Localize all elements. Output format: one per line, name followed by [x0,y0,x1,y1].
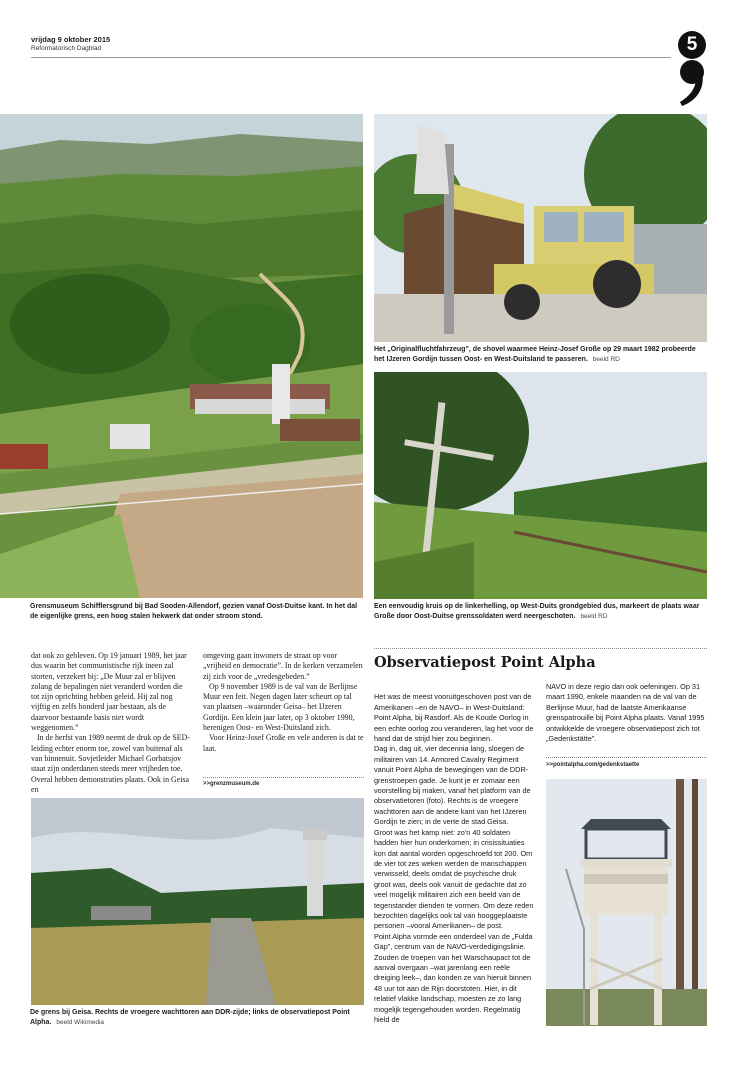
sidebar-link-divider [546,757,707,758]
comma-logo-icon [676,60,708,108]
cross-caption-text: Een eenvoudig kruis op de linkerhelling, op West-Duits grondgebied dus, markeert de plaats waar Große door Oost-Duitse grenssoldaten werd neergeschoten. [374,603,700,620]
article-paragraph: dat ook zo gebleven. Op 19 januari 1989, het jaar dus waarin het communistische rijk ineen zal storten, verzekert bij: „De Muur zal er blijven zolang de bepalingen niet veranderd worden die tot zijn oprichting hebben geleid. Hij zal nog vijftig en zelfs honderd jaar bestaan, als de daarvoor bestaande basis niet wordt weggenomen.” [31,651,187,733]
shovel-photo [374,114,707,342]
sidebar-column-1 [374,682,535,1036]
article-paragraph: Op 9 november 1989 is de val van de Berlijnse Muur een feit. Negen dagen later scheurt op tal van plaatsen –waaronder Geisa– het IJzeren Gordijn. Een klein jaar later, op 3 oktober 1990, herenigen Oost- en West-Duitsland zich. [203,681,358,733]
sidebar-text: Het was de meest vooruitgeschoven post van de Amerikanen –en de NAVO– in West-Duitsland: Point Alpha, bij Rasdorf. Als de Koude Oorlog in een echte oorlog zou veranderen, lag het voor de hand dat de strijd hier zou beginnen. Dag in, dag uit, vier decennia lang, sloegen de militairen van 14. Armored Cavalry Regiment vanuit Point Alpha de bewegingen van de DDR-grenstroepen gade. Je kunt je er zomaar een voorstelling bij maken, vanaf het platform van de observatietoren (foto). Rechts is de vroegere wachttoren aan de andere kant van het IJzeren Gordijn te zien; in de verte de stad Geisa. Groot was het kamp niet: zo'n 40 soldaten hadden hier hun onderkomen; in crisissituaties kon dat aantal worden opgeschroefd tot 200. Om de vier tot zes weken werden de manschappen verwisseld, deels omdat de psychische druk groot was, deels ook vanuit de gedachte dat zo veel mogelijk militairen zich een beeld van de tegenstander dienden te vormen. Om deze reden bezochten dagelijks ook tal van hooggeplaatste personen –vooral Amerikanen– de post. Point Alpha vormde een onderdeel van de „Fulda Gap”, centrum van de NAVO-verdedigingslinie. Zouden de troepen van het Warschaupact tot de aanval overgaan –wat jarenlang een reële dreiging leek–, dan konden ze van hieruit binnen 48 uur tot aan de Rijn doorstoten. Hier, in dit relatief vlakke landschap, moesten ze zo lang mogelijk tegengehouden worden. Regelmatig hield de [374,692,534,1024]
header-rule [31,57,671,58]
geisa-credit: beeld Wikimedia [56,1019,105,1026]
shovel-caption-title: Het „Originalfluchtfahrzeug”, [374,346,471,353]
geisa-photo [31,798,364,1005]
article-column-1 [31,651,192,795]
tower-photo [546,779,707,1026]
shovel-caption [374,345,707,365]
aerial-border-photo [0,114,363,598]
shovel-credit: beeld RD [592,356,620,363]
geisa-caption [30,1008,364,1028]
sidebar-text: NAVO in deze regio dan ook oefeningen. Op 31 maart 1990, enkele maanden na de val van de Berlijnse Muur, had de laatste Amerikaanse grenspatrouille bij Point Alpha plaats. Vanaf 1995 ontwikkelde de vroegere observatiepost zich tot „Gedenkstätte”. [546,682,705,744]
geisa-caption-text: De grens bij Geisa. Rechts de vroegere wachttoren aan DDR-zijde; links de observatiepost Point Alpha. [30,1009,350,1026]
article-paragraph: omgeving gaan inwoners de straat op voor „vrijheid en democratie”. In de kerken verzamelen zij zich voor de „vredesgebeden.” [203,651,363,681]
issue-date: vrijdag 9 oktober 2015 [31,35,111,44]
sidebar-title: Observatiepost Point Alpha [374,654,596,671]
pointalpha-link[interactable]: >>pointalpha.com/gedenkstaette [546,762,640,768]
aerial-caption-text: Grensmuseum Schifflersgrund bij Bad Sooden-Allendorf, gezien vanaf Oost-Duitse kant. In het dal de eigenlijke grens, een hoog stalen hekwerk dat onder stroom stond. [30,603,358,620]
grenzmuseum-link[interactable]: >>grenzmuseum.de [203,781,260,787]
article-column-2 [203,651,364,754]
article-paragraph: In de herfst van 1989 neemt de druk op de SED-leiding echter enorm toe, zowel van buitenaf als van binnenuit. Sovjetleider Michael Gorbatsjov staat zijn onderdanen steeds meer vrijheden toe. Overal hebben demonstraties plaats. Ook in Geisa en [31,733,190,794]
shovel-caption-text: de shovel waarmee Heinz-Josef Große op 29 maart 1982 probeerde het IJzeren Gordijn tussen Oost- en West-Duitsland te passeren. [374,346,696,363]
cross-caption [374,602,707,622]
aerial-caption [30,602,364,622]
article-paragraph: Voor Heinz-Josef Große en vele anderen is dat te laat. [203,733,364,753]
sidebar-column-2 [546,682,707,744]
link-divider [203,777,364,778]
cross-credit: beeld RD [580,613,608,620]
page-number: 5 [678,31,706,59]
cross-photo [374,372,707,599]
sidebar-top-divider [374,648,707,649]
newspaper-name: Reformatorisch Dagblad [31,45,102,52]
